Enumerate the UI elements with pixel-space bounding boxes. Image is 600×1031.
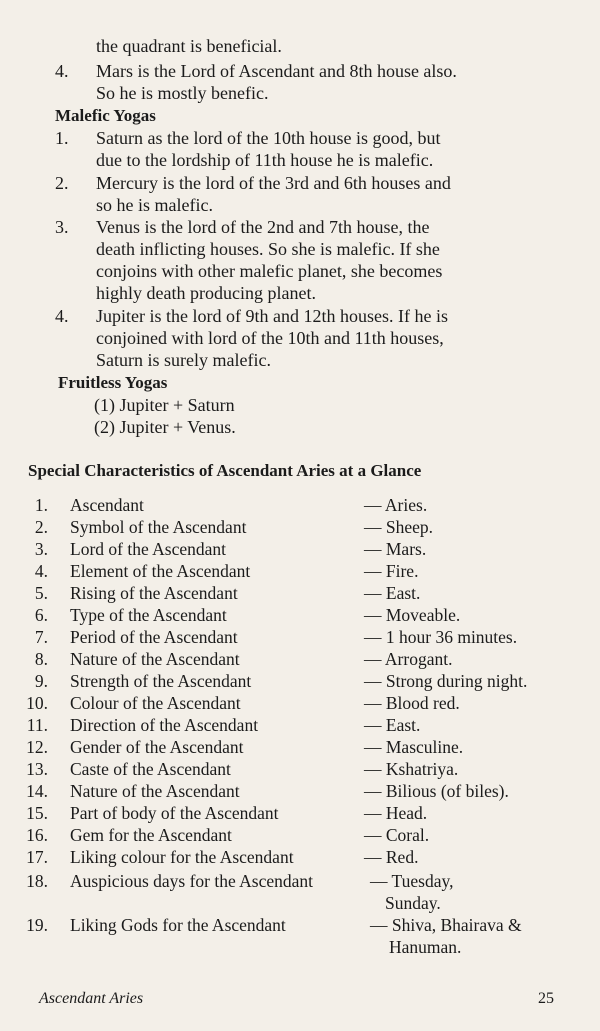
row-value: — Shiva, Bhairava &: [370, 915, 522, 935]
row-number: 7.: [34, 627, 48, 647]
row-value: — Sheep.: [364, 517, 434, 537]
row-number: 17.: [26, 847, 48, 867]
row-label: Rising of the Ascendant: [70, 583, 238, 603]
row-label: Strength of the Ascendant: [70, 671, 252, 691]
row-value: — Red.: [364, 847, 419, 867]
row-value: — Masculine.: [364, 737, 464, 757]
table-row: [0, 736, 600, 758]
row-number: 19.: [26, 915, 48, 935]
table-row: [0, 494, 600, 516]
row-number: 16.: [26, 825, 48, 845]
malefic-item-line: Jupiter is the lord of 9th and 12th houses. If he is: [96, 306, 448, 326]
malefic-item-number: 2.: [55, 173, 69, 193]
malefic-item-line: conjoined with lord of the 10th and 11th houses,: [96, 328, 444, 348]
row-number: 2.: [34, 517, 48, 537]
row-label: Gender of the Ascendant: [70, 737, 244, 757]
row-number: 11.: [26, 715, 48, 735]
row-label: Liking Gods for the Ascendant: [70, 915, 286, 935]
table-row: [0, 802, 600, 824]
row-label: Part of body of the Ascendant: [70, 803, 279, 823]
row-label: Element of the Ascendant: [70, 561, 251, 581]
row-label: Colour of the Ascendant: [70, 693, 241, 713]
malefic-item-line: conjoins with other malefic planet, she becomes: [96, 261, 443, 281]
malefic-yogas-heading: Malefic Yogas: [55, 106, 156, 125]
table-row: [0, 582, 600, 604]
malefic-item-line: highly death producing planet.: [96, 283, 316, 303]
table-row: [0, 692, 600, 714]
special-characteristics-heading: Special Characteristics of Ascendant Aries at a Glance: [28, 461, 422, 480]
row-value: — East.: [364, 583, 421, 603]
item-number: 4.: [55, 61, 69, 81]
table-row: [0, 604, 600, 626]
running-footer-title: Ascendant Aries: [39, 990, 144, 1007]
row-value: — Kshatriya.: [364, 759, 459, 779]
row-label: Liking colour for the Ascendant: [70, 847, 294, 867]
table-row: [0, 648, 600, 670]
row-number: 6.: [34, 605, 48, 625]
row-value: — Fire.: [364, 561, 419, 581]
row-value: — Blood red.: [364, 693, 460, 713]
table-row: [0, 758, 600, 780]
malefic-item-line: Mercury is the lord of the 3rd and 6th houses and: [96, 173, 451, 193]
row-label: Nature of the Ascendant: [70, 781, 240, 801]
row-label: Direction of the Ascendant: [70, 715, 259, 735]
row-value: — Moveable.: [364, 605, 461, 625]
row-value: — Coral.: [364, 825, 430, 845]
row-number: 3.: [34, 539, 48, 559]
malefic-item-line: death inflicting houses. So she is malefic. If she: [96, 239, 440, 259]
row-value: — Head.: [364, 803, 428, 823]
malefic-item-line: Venus is the lord of the 2nd and 7th house, the: [96, 217, 430, 237]
malefic-item-line: so he is malefic.: [96, 195, 213, 215]
row-number: 13.: [26, 759, 48, 779]
row-number: 8.: [34, 649, 48, 669]
row-value-continued: Hanuman.: [389, 937, 462, 957]
malefic-item-number: 4.: [55, 306, 69, 326]
malefic-item-number: 3.: [55, 217, 69, 237]
row-number: 5.: [34, 583, 48, 603]
row-value: — Arrogant.: [364, 649, 453, 669]
row-value: — Bilious (of biles).: [364, 781, 509, 801]
fruitless-item: (1) Jupiter + Saturn: [94, 395, 235, 415]
row-label: Gem for the Ascendant: [70, 825, 232, 845]
table-row: [0, 846, 600, 868]
malefic-item-line: Saturn as the lord of the 10th house is good, but: [96, 128, 441, 148]
row-number: 14.: [26, 781, 48, 801]
row-number: 1.: [34, 495, 48, 515]
table-row-continuation: [0, 892, 600, 914]
fruitless-item: (2) Jupiter + Venus.: [94, 417, 236, 437]
table-row-continuation: [0, 936, 600, 958]
row-value-continued: Sunday.: [385, 893, 441, 913]
row-label: Nature of the Ascendant: [70, 649, 240, 669]
table-row: [0, 870, 600, 892]
row-value: — Strong during night.: [364, 671, 528, 691]
table-row: [0, 824, 600, 846]
continuation-line: the quadrant is beneficial.: [96, 36, 282, 56]
row-number: 4.: [34, 561, 48, 581]
row-value: — Aries.: [364, 495, 428, 515]
table-row: [0, 780, 600, 802]
table-row: [0, 670, 600, 692]
row-value: — East.: [364, 715, 421, 735]
row-label: Caste of the Ascendant: [70, 759, 231, 779]
row-label: Symbol of the Ascendant: [70, 517, 247, 537]
table-row: [0, 560, 600, 582]
row-value: — 1 hour 36 minutes.: [364, 627, 518, 647]
row-label: Ascendant: [70, 495, 144, 515]
row-number: 12.: [26, 737, 48, 757]
row-label: Type of the Ascendant: [70, 605, 227, 625]
row-value: — Tuesday,: [370, 871, 454, 891]
row-label: Auspicious days for the Ascendant: [70, 871, 314, 891]
fruitless-yogas-heading: Fruitless Yogas: [58, 373, 168, 392]
table-row: [0, 714, 600, 736]
row-number: 18.: [26, 871, 48, 891]
malefic-item-line: Saturn is surely malefic.: [96, 350, 271, 370]
row-label: Period of the Ascendant: [70, 627, 238, 647]
table-row: [0, 516, 600, 538]
malefic-item-number: 1.: [55, 128, 69, 148]
row-number: 15.: [26, 803, 48, 823]
table-row: [0, 914, 600, 936]
row-number: 10.: [26, 693, 48, 713]
malefic-item-line: due to the lordship of 11th house he is malefic.: [96, 150, 434, 170]
page-number: 25: [538, 990, 554, 1007]
row-number: 9.: [34, 671, 48, 691]
item-text: Mars is the Lord of Ascendant and 8th house also.: [96, 61, 457, 81]
table-row: [0, 538, 600, 560]
item-text: So he is mostly benefic.: [96, 83, 269, 103]
row-value: — Mars.: [364, 539, 427, 559]
row-label: Lord of the Ascendant: [70, 539, 226, 559]
table-row: [0, 626, 600, 648]
